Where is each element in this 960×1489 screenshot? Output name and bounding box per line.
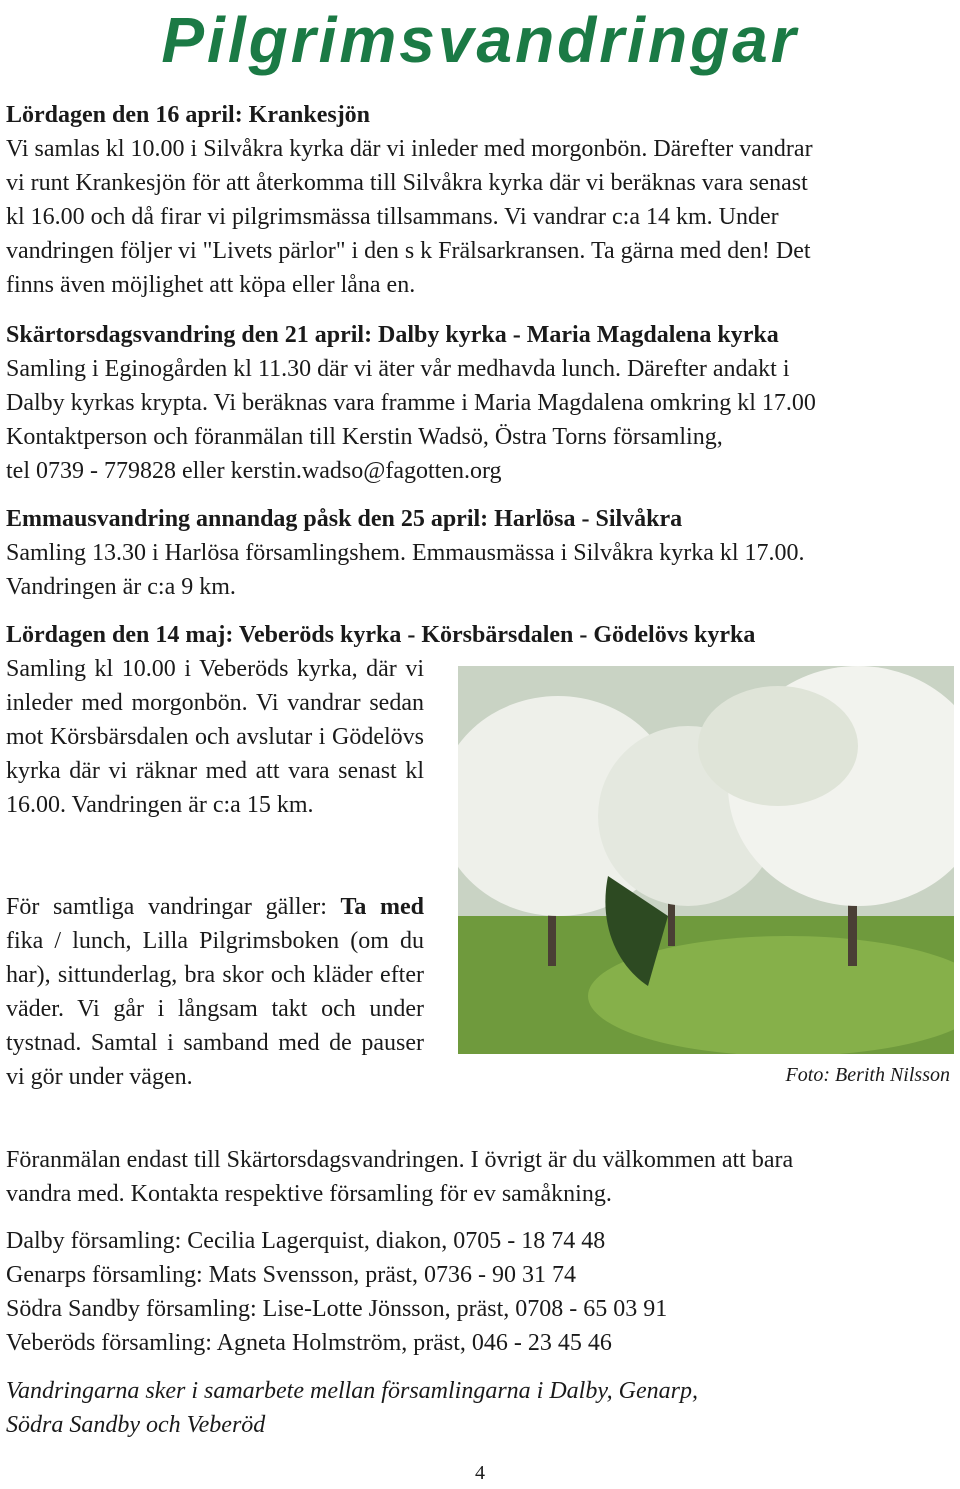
registration-line: Föranmälan endast till Skärtorsdagsvandringen. I övrigt är du välkommen att bara [6, 1147, 794, 1173]
event-text-line: Kontaktperson och föranmälan till Kerstin Wadsö, Östra Torns församling, [6, 424, 723, 450]
photo-illustration [458, 666, 954, 1054]
event-heading: Emmausvandring annandag påsk den 25 april: Harlösa - Silvåkra [6, 506, 683, 532]
event-heading: Lördagen den 16 april: Krankesjön [6, 102, 371, 128]
contact-item: Södra Sandby församling: Lise-Lotte Jönsson, präst, 0708 - 65 03 91 [6, 1296, 668, 1322]
event-text-line: finns även möjlighet att köpa eller låna en. [6, 272, 416, 298]
event-skartorsdag [6, 318, 956, 488]
event-heading: Lördagen den 14 maj: Veberöds kyrka - Körsbärsdalen - Gödelövs kyrka [6, 622, 756, 648]
event-text-line: Samling 13.30 i Harlösa församlingshem. Emmausmässa i Silvåkra kyrka kl 17.00. [6, 540, 805, 566]
event-emmaus [6, 502, 956, 604]
general-rest: fika / lunch, Lilla Pilgrimsboken (om du har), sittunderlag, bra skor och kläder efter väder. Vi går i långsam takt och under tystnad. Samtal i samband med de pauser vi gör under vägen. [6, 928, 424, 1090]
contact-list [6, 1224, 956, 1360]
contact-item: Veberöds församling: Agneta Holmström, präst, 046 - 23 45 46 [6, 1330, 612, 1356]
cooperation-note [6, 1374, 956, 1442]
page-number: 4 [475, 1462, 485, 1484]
general-bold: Ta med [340, 894, 424, 920]
contact-item: Genarps församling: Mats Svensson, präst, 0736 - 90 31 74 [6, 1262, 576, 1288]
event-text-line: Vandringen är c:a 9 km. [6, 574, 236, 600]
general-intro: För samtliga vandringar gäller: [6, 894, 341, 920]
event-heading: Skärtorsdagsvandring den 21 april: Dalby kyrka - Maria Magdalena kyrka [6, 322, 779, 348]
event-text-line: kl 16.00 och då firar vi pilgrimsmässa tillsammans. Vi vandrar c:a 14 km. Under [6, 204, 779, 230]
event-text-line: tel 0739 - 779828 eller kerstin.wadso@fagotten.org [6, 458, 502, 484]
event-text-line: Dalby kyrkas krypta. Vi beräknas vara framme i Maria Magdalena omkring kl 17.00 [6, 390, 816, 416]
registration-line: vandra med. Kontakta respektive församling för ev samåkning. [6, 1181, 612, 1207]
event-text-line: vi runt Krankesjön för att återkomma till Silvåkra kyrka där vi beräknas vara senast [6, 170, 808, 196]
event-text-line: Samling i Eginogården kl 11.30 där vi äter vår medhavda lunch. Därefter andakt i [6, 356, 790, 382]
event-krankesjon [6, 98, 956, 302]
cooperation-line: Södra Sandby och Veberöd [6, 1412, 266, 1438]
photo-caption: Foto: Berith Nilsson [785, 1064, 950, 1086]
event-text-line: Vi samlas kl 10.00 i Silvåkra kyrka där vi inleder med morgonbön. Därefter vandrar [6, 136, 813, 162]
cherry-blossom-photo [458, 666, 954, 1054]
page-title: Pilgrimsvandringar [161, 4, 799, 76]
general-info-text [6, 890, 424, 1094]
cooperation-line: Vandringarna sker i samarbete mellan församlingarna i Dalby, Genarp, [6, 1378, 698, 1404]
event-text-line: vandringen följer vi "Livets pärlor" i den s k Frälsarkransen. Ta gärna med den! Det [6, 238, 811, 264]
registration-note [6, 1143, 956, 1211]
event-text: Samling kl 10.00 i Veberöds kyrka, där vi inleder med morgonbön. Vi vandrar sedan mot Körsbärsdalen och avslutar i Gödelövs kyrka där vi räknar med att vara senast kl 16.00. Vandringen är c:a 15 km. [6, 656, 424, 818]
contact-item: Dalby församling: Cecilia Lagerquist, diakon, 0705 - 18 74 48 [6, 1228, 606, 1254]
